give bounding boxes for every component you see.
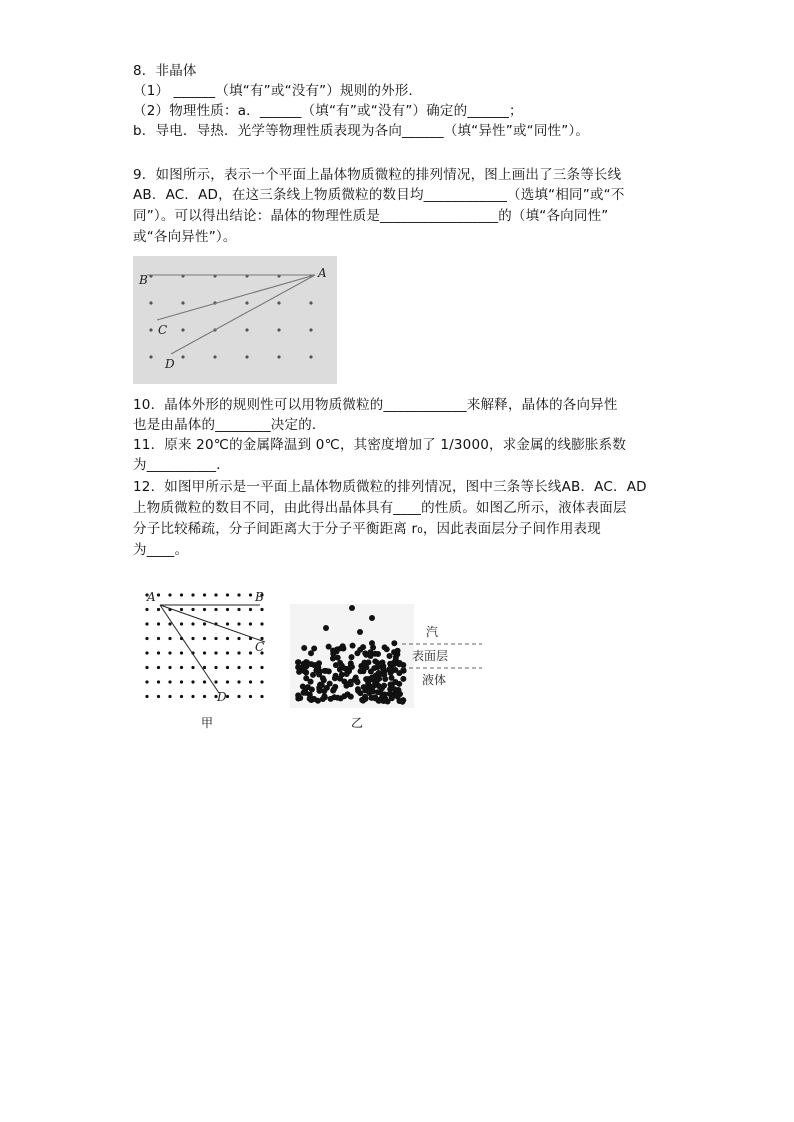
jia-particle (157, 695, 160, 698)
figure-yi-diagram (290, 596, 490, 714)
yi-liquid-molecule (387, 686, 393, 692)
yi-surface-molecule (370, 645, 376, 651)
q9-line2: AB．AC．AD，在这三条线上物质微粒的数目均____________（选填“相同”或“不 (133, 187, 625, 203)
yi-surface-molecule (386, 653, 392, 659)
yi-liquid-molecule (392, 679, 398, 685)
q9-label-d: D (165, 357, 175, 371)
q12-line4: 为____。 (133, 542, 189, 558)
jia-particle (249, 608, 252, 611)
q9-particle (181, 355, 184, 358)
jia-particle (157, 651, 160, 654)
jia-particle (226, 608, 229, 611)
jia-particle (260, 695, 263, 698)
yi-liquid-molecule (360, 698, 366, 704)
q9-particle (149, 328, 152, 331)
yi-liquid-molecule (310, 672, 316, 678)
yi-surface-molecule (301, 645, 307, 651)
jia-particle (203, 651, 206, 654)
yi-liquid-molecule (337, 660, 343, 666)
yi-liquid-molecule (375, 689, 381, 695)
yi-surface-molecule (349, 654, 355, 660)
yi-liquid-molecule (358, 663, 364, 669)
q8-part2a: （2）物理性质：a．______（填“有”或“没有”）确定的______； (133, 103, 523, 119)
jia-particle (145, 651, 148, 654)
jia-particle (260, 622, 263, 625)
jia-particle (145, 680, 148, 683)
jia-particle (180, 680, 183, 683)
jia-particle (191, 622, 194, 625)
yi-liquid-molecule (308, 697, 314, 703)
jia-particle (191, 637, 194, 640)
jia-particle (191, 680, 194, 683)
q12-line3: 分子比较稀疏，分子间距离大于分子平衡距离 r₀，因此表面层分子间作用表现 (133, 521, 601, 537)
yi-liquid-molecule (357, 668, 363, 674)
yi-vapor-molecule (323, 625, 329, 631)
yi-label-surface: 表面层 (412, 649, 449, 663)
yi-liquid-molecule (369, 688, 375, 694)
yi-liquid-molecule (357, 690, 363, 696)
jia-particle (191, 608, 194, 611)
jia-particle (203, 637, 206, 640)
q9-particle (245, 355, 248, 358)
yi-liquid-molecule (333, 673, 339, 679)
jia-particle (226, 680, 229, 683)
jia-particle (203, 680, 206, 683)
jia-particle (214, 680, 217, 683)
yi-liquid-molecule (328, 696, 334, 702)
yi-liquid-molecule (395, 694, 401, 700)
yi-liquid-molecule (308, 661, 314, 667)
q9-particle (213, 355, 216, 358)
jia-particle (180, 593, 183, 596)
jia-particle (180, 608, 183, 611)
q12-line2: 上物质微粒的数目不同，由此得出晶体具有____的性质。如图乙所示，液体表面层 (133, 500, 627, 516)
q9-particle (309, 301, 312, 304)
jia-particle (226, 651, 229, 654)
yi-liquid-molecule (361, 684, 367, 690)
q9-particle (277, 328, 280, 331)
jia-particle (249, 651, 252, 654)
yi-liquid-molecule (385, 699, 391, 705)
jia-particle (214, 593, 217, 596)
jia-particle (168, 695, 171, 698)
jia-particle (191, 666, 194, 669)
q9-particle (277, 355, 280, 358)
figure-yi-caption: 乙 (351, 716, 364, 730)
jia-particle (214, 651, 217, 654)
jia-particle (157, 637, 160, 640)
jia-particle (168, 622, 171, 625)
q9-particle (181, 301, 184, 304)
yi-liquid-molecule (395, 687, 401, 693)
yi-liquid-molecule (302, 688, 308, 694)
figure-jia-diagram (137, 585, 277, 715)
yi-surface-molecule (375, 651, 381, 657)
yi-liquid-molecule (345, 681, 351, 687)
jia-particle (203, 622, 206, 625)
q10-line1: 10．晶体外形的规则性可以用物质微粒的____________来解释，晶体的各向异性 (133, 397, 618, 413)
jia-particle (157, 593, 160, 596)
q9-particle (181, 328, 184, 331)
q8-title: 8．非晶体 (133, 63, 197, 79)
yi-liquid-molecule (295, 692, 301, 698)
yi-label-vapor: 汽 (426, 625, 439, 639)
yi-liquid-molecule (322, 668, 328, 674)
yi-liquid-molecule (322, 694, 328, 700)
yi-surface-molecule (362, 650, 368, 656)
yi-liquid-molecule (308, 679, 314, 685)
jia-particle (157, 622, 160, 625)
figure-yi (290, 596, 490, 714)
jia-particle (191, 695, 194, 698)
jia-particle (249, 680, 252, 683)
q12-line1: 12．如图甲所示是一平面上晶体物质微粒的排列情况，图中三条等长线AB．AC．AD (133, 479, 647, 495)
jia-particle (214, 666, 217, 669)
yi-liquid-molecule (380, 666, 386, 672)
jia-particle (157, 666, 160, 669)
yi-vapor-molecule (357, 629, 363, 635)
q11-line2: 为__________． (133, 457, 230, 473)
figure-jia (137, 585, 277, 715)
q11-line1: 11．原来 20℃的金属降温到 0℃，其密度增加了 1/3000，求金属的线膨胀系数 (133, 437, 627, 453)
q9-label-b: B (139, 273, 148, 287)
jia-particle (168, 637, 171, 640)
jia-particle (145, 608, 148, 611)
jia-particle (168, 666, 171, 669)
yi-label-liquid: 液体 (422, 673, 447, 687)
q8-part2b: b．导电．导热．光学等物理性质表现为各向______（填“异性”或“同性”）。 (133, 123, 590, 139)
jia-particle (249, 622, 252, 625)
jia-particle (145, 666, 148, 669)
yi-vapor-molecule (349, 605, 355, 611)
jia-particle (260, 666, 263, 669)
jia-label-b: B (255, 590, 264, 604)
q9-label-c: C (158, 323, 168, 337)
yi-liquid-molecule (337, 667, 343, 673)
yi-liquid-molecule (379, 659, 385, 665)
jia-particle (168, 680, 171, 683)
jia-particle (180, 666, 183, 669)
q9-particle (309, 328, 312, 331)
jia-particle (203, 695, 206, 698)
jia-particle (237, 622, 240, 625)
yi-liquid-molecule (382, 692, 388, 698)
jia-particle (180, 695, 183, 698)
yi-surface-molecule (330, 648, 336, 654)
jia-particle (226, 637, 229, 640)
jia-particle (260, 608, 263, 611)
jia-particle (237, 651, 240, 654)
jia-particle (249, 666, 252, 669)
jia-particle (237, 666, 240, 669)
jia-label-a: A (147, 590, 156, 604)
yi-liquid-molecule (316, 660, 322, 666)
yi-liquid-molecule (299, 666, 305, 672)
jia-particle (260, 680, 263, 683)
q10-line2: 也是由晶体的________决定的． (133, 417, 326, 433)
jia-label-c: C (255, 640, 265, 654)
yi-liquid-molecule (400, 676, 406, 682)
q9-line1: 9．如图所示，表示一个平面上晶体物质微粒的排列情况，图上画出了三条等长线 (133, 167, 622, 183)
jia-label-d: D (217, 690, 227, 704)
jia-particle (180, 622, 183, 625)
jia-particle (214, 637, 217, 640)
q9-particle (245, 301, 248, 304)
jia-particle (145, 695, 148, 698)
jia-particle (226, 666, 229, 669)
q9-label-a: A (318, 266, 327, 280)
jia-particle (237, 593, 240, 596)
jia-particle (214, 608, 217, 611)
jia-particle (191, 593, 194, 596)
jia-particle (249, 695, 252, 698)
jia-particle (226, 622, 229, 625)
jia-particle (203, 666, 206, 669)
jia-particle (237, 608, 240, 611)
jia-particle (249, 593, 252, 596)
yi-surface-molecule (391, 640, 397, 646)
yi-liquid-molecule (376, 698, 382, 704)
jia-line-ad (160, 605, 219, 693)
jia-particle (226, 593, 229, 596)
q9-crystal-diagram (133, 256, 337, 384)
yi-liquid-molecule (370, 683, 376, 689)
q9-figure (133, 256, 337, 384)
yi-surface-molecule (357, 647, 363, 653)
yi-surface-molecule (395, 648, 401, 654)
q9-particle (309, 355, 312, 358)
yi-liquid-molecule (381, 672, 387, 678)
jia-particle (237, 637, 240, 640)
jia-particle (203, 593, 206, 596)
jia-particle (157, 680, 160, 683)
q9-line3: 同”）。可以得出结论：晶体的物理性质是_________________的（填“各向同性” (133, 208, 609, 224)
q9-line4: 或“各向异性”）。 (133, 229, 237, 245)
q9-particle (149, 301, 152, 304)
yi-liquid-molecule (338, 695, 344, 701)
yi-liquid-molecule (316, 685, 322, 691)
jia-particle (237, 680, 240, 683)
jia-particle (180, 651, 183, 654)
q8-part1: （1） ______（填“有”或“没有”）规则的外形． (133, 83, 423, 99)
yi-liquid-molecule (347, 664, 353, 670)
yi-vapor-molecule (369, 615, 375, 621)
yi-liquid-molecule (363, 676, 369, 682)
jia-particle (145, 637, 148, 640)
figure-jia-caption: 甲 (201, 716, 214, 730)
yi-liquid-molecule (324, 685, 330, 691)
yi-surface-molecule (311, 646, 317, 652)
jia-particle (157, 608, 160, 611)
jia-particle (168, 651, 171, 654)
jia-particle (203, 608, 206, 611)
yi-liquid-molecule (396, 661, 402, 667)
yi-liquid-molecule (348, 694, 354, 700)
yi-liquid-molecule (330, 688, 336, 694)
jia-particle (168, 593, 171, 596)
yi-liquid-molecule (353, 674, 359, 680)
yi-liquid-molecule (344, 671, 350, 677)
jia-particle (145, 622, 148, 625)
q9-particle (277, 301, 280, 304)
yi-surface-molecule (350, 643, 356, 649)
yi-liquid-molecule (386, 667, 392, 673)
jia-particle (237, 695, 240, 698)
q9-particle (245, 328, 248, 331)
q9-particle (149, 355, 152, 358)
yi-surface-molecule (384, 646, 390, 652)
yi-liquid-molecule (371, 665, 377, 671)
yi-liquid-molecule (387, 661, 393, 667)
yi-liquid-molecule (369, 675, 375, 681)
